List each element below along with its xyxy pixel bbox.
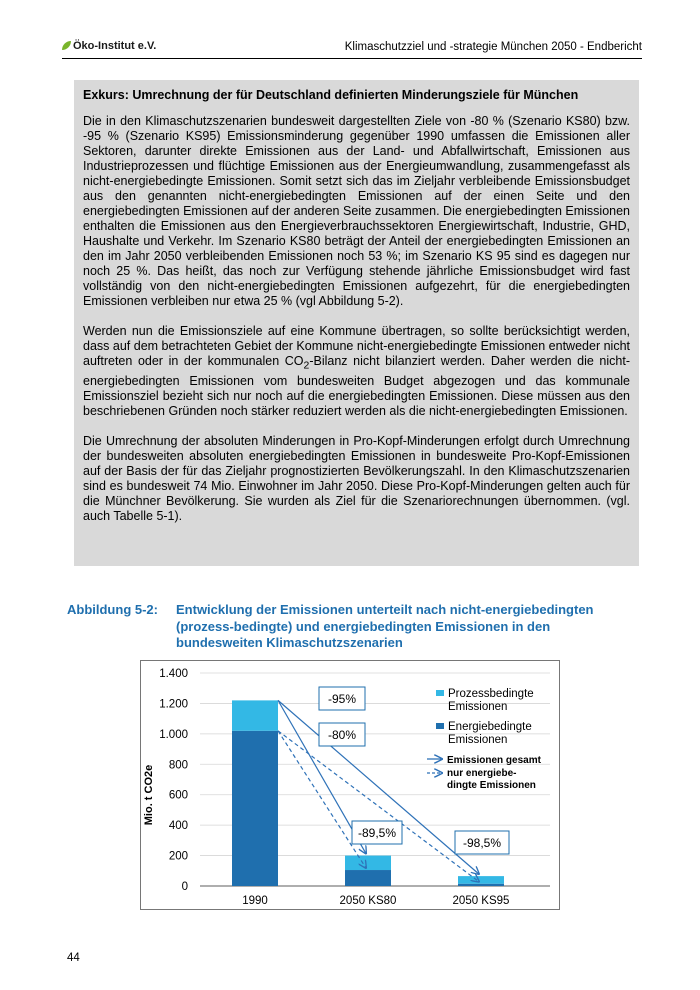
legend-energy-arrow-line-2: dingte Emissionen bbox=[447, 780, 536, 791]
legend-energy-line-1: Energiebedingte bbox=[448, 721, 532, 733]
y-tick-label: 1.400 bbox=[159, 668, 188, 680]
excursus-heading: Exkurs: Umrechnung der für Deutschland definierten Minderungsziele für München bbox=[83, 88, 579, 102]
figure-caption-text: Entwicklung der Emissionen unterteilt nach nicht-energiebedingten (prozess-bedingte) und energiebedingten Emissionen in den bundesweiten Klimaschutzszenarien bbox=[176, 602, 594, 650]
legend-process-line-1: Prozessbedingte bbox=[448, 688, 534, 700]
bar-segment bbox=[232, 700, 278, 730]
legend-energy-line-2: Emissionen bbox=[448, 734, 508, 746]
legend-process-line-2: Emissionen bbox=[448, 701, 508, 713]
legend-energy-arrow-line-1: nur energiebe- bbox=[447, 768, 517, 779]
leaf-icon bbox=[62, 41, 71, 50]
y-axis-label: Mio. t CO2e bbox=[143, 764, 155, 826]
logo bbox=[62, 40, 156, 52]
page-header bbox=[62, 38, 642, 59]
annotation-minus-89-5: -89,5% bbox=[357, 826, 397, 840]
paragraph-2-text-b: -Bilanz nicht bilanziert werden. Daher werden die nicht-energiebedingten Emissionen vom bundesweiten Budget abgezogen und das kommunale Emissionsziel bezieht sich nur noch auf die energiebedingten Emissionen. Diese müssen aus den beschriebenen Gründen noch stärker reduziert werden als die nicht-energiebedingten Emissionen. bbox=[83, 354, 630, 418]
annotation-minus-98-5: -98,5% bbox=[462, 836, 502, 850]
page-number: 44 bbox=[67, 952, 80, 964]
excursus-paragraph-1: Die in den Klimaschutzszenarien bundesweit dargestellten Ziele von -80 % (Szenario KS80) bzw. -95 % (Szenario KS95) Emissionsminderung gegenüber 1990 umfassen die Emissionen aller Sektoren, darunter direkte Emissionen aus der Land- und Abfallwirtschaft, Emissionen aus Industrieprozessen und flüchtige Emissionen aus der Energieumwandlung, zusammengefasst als nicht-energiebedingte Emissionen. Somit setzt sich das im Zieljahr verbleibende Emissionsbudget aus den genannten nicht-energiebedingten Emissionen auf der einen Seite und den energiebedingten Emissionen auf der anderen Seite zusammen. Die energiebedingten Emissionen enthalten die Emissionen aus den Energieverbrauchssektoren Energiewirtschaft, Industrie, GHD, Haushalte und Verkehr. Im Szenario KS80 beträgt der Anteil der energiebedingten Emissionen an den im Jahr 2050 verbleibenden Emissionen noch 53 %; im Szenario KS 95 sind es dagegen nur noch 25 %. Das heißt, das noch zur Verfügung stehende jährliche Emissionsbudget wird fast vollständig von den nicht-energiebedingten Emissionen aufgezehrt, für die energiebedingten Emissionen verbleiben nur etwa 25 % (vgl Abbildung 5-2). bbox=[83, 114, 630, 308]
bar-segment bbox=[458, 876, 504, 884]
legend-energy-swatch bbox=[436, 723, 444, 729]
x-tick-label: 1990 bbox=[242, 895, 268, 907]
y-tick-label: 200 bbox=[168, 850, 188, 863]
paragraph-2-subscript: 2 bbox=[303, 360, 310, 372]
logo-text: Öko-Institut e.V. bbox=[73, 40, 157, 52]
y-tick-label: 1.200 bbox=[159, 698, 188, 711]
x-tick-label: 2050 KS95 bbox=[452, 895, 510, 907]
figure-label: Abbildung 5-2: bbox=[67, 602, 158, 617]
y-tick-label: 0 bbox=[181, 881, 188, 893]
y-tick-label: 400 bbox=[168, 820, 188, 833]
bar-segment bbox=[345, 870, 391, 886]
bar-segment bbox=[345, 856, 391, 870]
excursus-paragraph-2 bbox=[83, 324, 630, 419]
header-title: Klimaschutzziel und -strategie München 2050 - Endbericht bbox=[344, 41, 642, 53]
paragraph-2-text-a: Werden nun die Emissionsziele auf eine Kommune übertragen, so sollte berücksichtigt werden, dass auf dem betrachteten Gebiet der Kommune nicht-energiebedingte Emissionen entweder nicht auftreten oder in der kommunalen CO bbox=[83, 324, 630, 368]
x-tick-label: 2050 KS80 bbox=[339, 895, 397, 907]
y-tick-label: 800 bbox=[168, 759, 188, 772]
y-tick-label: 600 bbox=[168, 789, 188, 802]
y-tick-label: 1.000 bbox=[159, 728, 188, 741]
excursus-paragraph-3: Die Umrechnung der absoluten Minderungen in Pro-Kopf-Minderungen erfolgt durch Umrechnung der bundesweiten absoluten energiebedingten Emissionen in bundesweite Pro-Kopf-Emissionen auf der Basis der für das Zieljahr prognostizierten Bevölkerungszahl. In den Klimaschutzszenarien sind es bundesweit 74 Mio. Einwohner im Jahr 2050. Diese Pro-Kopf-Minderungen gelten auch für die Münchner Bevölkerung. Sie wurden als Ziel für die Szenariorechnungen übernommen. (vgl. auch Tabelle 5-1). bbox=[83, 433, 630, 523]
legend-process-swatch bbox=[436, 690, 444, 696]
annotation-minus-80: -80% bbox=[327, 728, 357, 742]
bar-segment bbox=[458, 884, 504, 886]
bar-segment bbox=[232, 731, 278, 886]
annotation-minus-95: -95% bbox=[327, 692, 357, 706]
emissions-chart bbox=[140, 660, 560, 910]
legend-total-label: Emissionen gesamt bbox=[447, 755, 541, 766]
excursus-box bbox=[74, 80, 639, 566]
